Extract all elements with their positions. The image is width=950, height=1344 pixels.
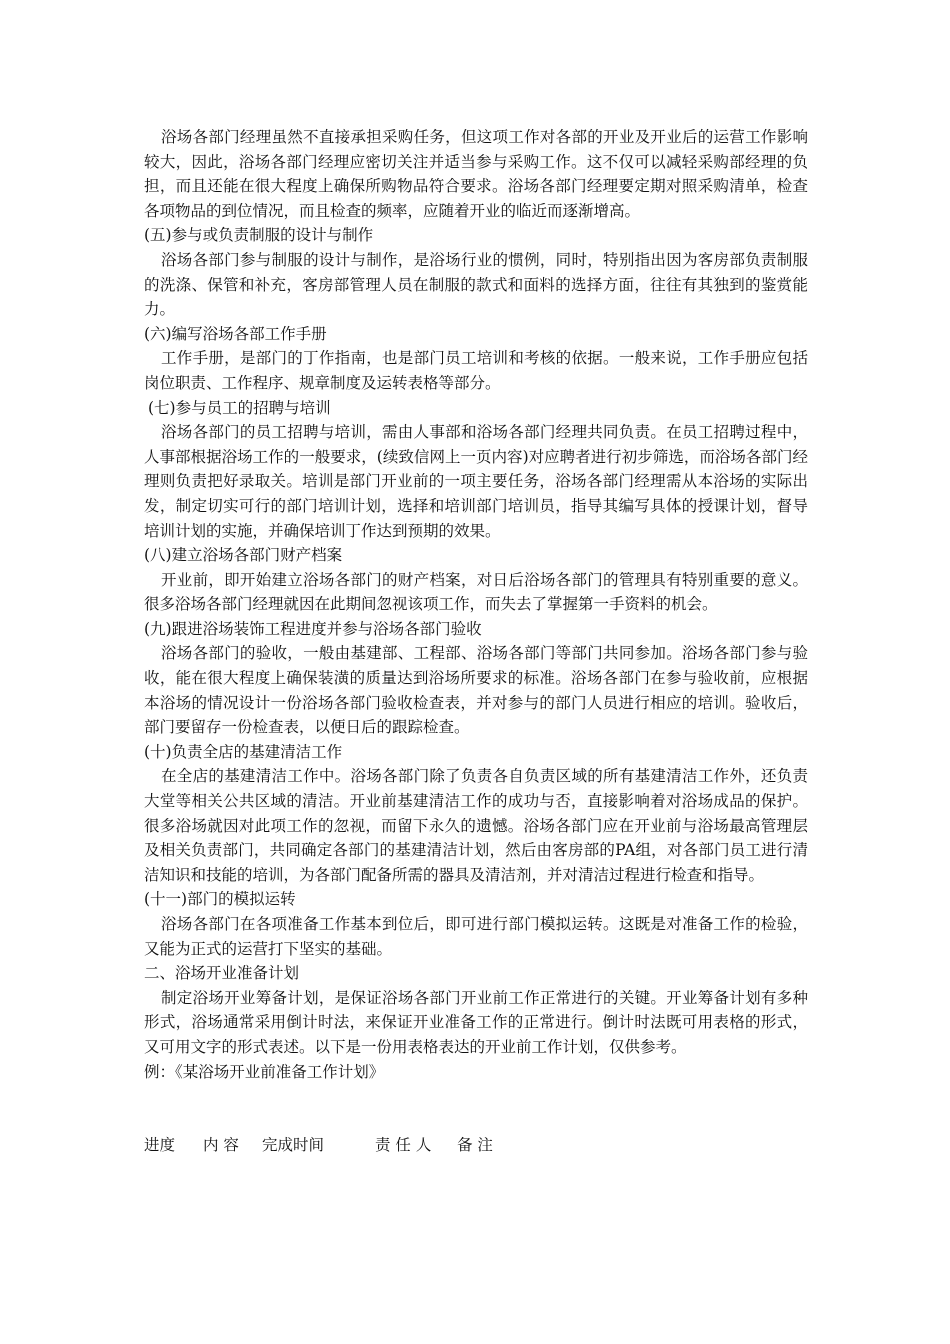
- heading-uniform-design: (五)参与或负责制服的设计与制作: [144, 226, 374, 245]
- column-header-content: 内 容: [203, 1136, 239, 1155]
- paragraph-opening-plan: 制定浴场开业筹备计划，是保证浴场各部门开业前工作正常进行的关键。开业筹备计划有多种形式，浴场通常采用倒计时法，来保证开业准备工作的正常进行。倒计时法既可用表格的形式，又可用文字的形式表述。以下是一份用表格表达的开业前工作计划，仅供参考。: [144, 988, 808, 1056]
- paragraph-property-records: 开业前，即开始建立浴场各部门的财产档案，对日后浴场各部门的管理具有特别重要的意义。很多浴场各部门经理就因在此期间忽视该项工作，而失去了掌握第一手资料的机会。: [144, 570, 808, 614]
- paragraph-work-manual: 工作手册，是部门的丁作指南，也是部门员工培训和考核的依据。一般来说，工作手册应包括岗位职责、工作程序、规章制度及运转表格等部分。: [144, 349, 808, 392]
- heading-construction-cleaning: (十)负责全店的基建清洁工作: [144, 742, 343, 761]
- plan-table-header: [144, 1133, 808, 1158]
- column-header-completion-time: 完成时间: [262, 1136, 325, 1155]
- heading-work-manual: (六)编写浴场各部工作手册: [144, 324, 327, 343]
- column-header-responsible: 责 任 人: [375, 1136, 432, 1155]
- example-title: 例：《某浴场开业前准备工作计划》: [144, 1062, 385, 1081]
- blank-space: [144, 1084, 808, 1133]
- paragraph-trial-operation: 浴场各部门在各项准备工作基本到位后，即可进行部门模拟运转。这既是对准备工作的检验，又能为正式的运营打下坚实的基础。: [144, 915, 808, 958]
- heading-opening-plan: 二、浴场开业准备计划: [144, 964, 300, 983]
- column-header-remarks: 备 注: [457, 1136, 493, 1155]
- column-header-progress: 进度: [144, 1136, 176, 1155]
- paragraph-uniform-design: 浴场各部门参与制服的设计与制作，是浴场行业的惯例，同时，特别指出因为客房部负责制服的洗涤、保管和补充，客房部管理人员在制服的款式和面料的选择方面，往往有其独到的鉴赏能力。: [144, 250, 808, 319]
- heading-decoration-acceptance: (九)跟进浴场装饰工程进度并参与浴场各部门验收: [144, 619, 482, 638]
- paragraph-construction-cleaning: 在全店的基建清洁工作中。浴场各部门除了负责各自负责区域的所有基建清洁工作外，还负责大堂等相关公共区域的清洁。开业前基建清洁工作的成功与否，直接影响着对浴场成品的保护。很多浴场就因对此项工作的忽视，而留下永久的遗憾。浴场各部门应在开业前与浴场最高管理层及相关负责部门，共同确定各部门的基建清洁计划，然后由客房部的PA组，对各部门员工进行清洁知识和技能的培训，为各部门配备所需的器具及清洁剂，并对清洁过程进行检查和指导。: [144, 767, 808, 884]
- paragraph-recruitment-training: 浴场各部门的员工招聘与培训，需由人事部和浴场各部门经理共同负责。在员工招聘过程中，人事部根据浴场工作的一般要求，(续致信网上一页内容)对应聘者进行初步筛选，而浴场各部门经理则负责把好录取关。培训是部门开业前的一项主要任务，浴场各部门经理需从本浴场的实际出发，制定切实可行的部门培训计划，选择和培训部门培训员，指导其编写具体的授课计划，督导培训计划的实施，并确保培训丁作达到预期的效果。: [144, 423, 808, 540]
- paragraph-procurement: 浴场各部门经理虽然不直接承担采购任务，但这项工作对各部的开业及开业后的运营工作影响较大，因此，浴场各部门经理应密切关注并适当参与采购工作。这不仅可以减轻采购部经理的负担，而且还能在很大程度上确保所购物品符合要求。浴场各部门经理要定期对照采购清单，检查各项物品的到位情况，而且检查的频率，应随着开业的临近而逐渐增高。: [144, 128, 808, 220]
- heading-recruitment-training: (七)参与员工的招聘与培训: [148, 398, 331, 417]
- heading-trial-operation: (十一)部门的模拟运转: [144, 890, 296, 909]
- document-body: [144, 125, 808, 1158]
- heading-property-records: (八)建立浴场各部门财产档案: [144, 546, 343, 565]
- paragraph-decoration-acceptance: 浴场各部门的验收，一般由基建部、工程部、浴场各部门等部门共同参加。浴场各部门参与验收，能在很大程度上确保装潢的质量达到浴场所要求的标准。浴场各部门在参与验收前，应根据本浴场的情况设计一份浴场各部门验收检查表，并对参与的部门人员进行相应的培训。验收后，部门要留存一份检查表，以便日后的跟踪检查。: [144, 644, 808, 737]
